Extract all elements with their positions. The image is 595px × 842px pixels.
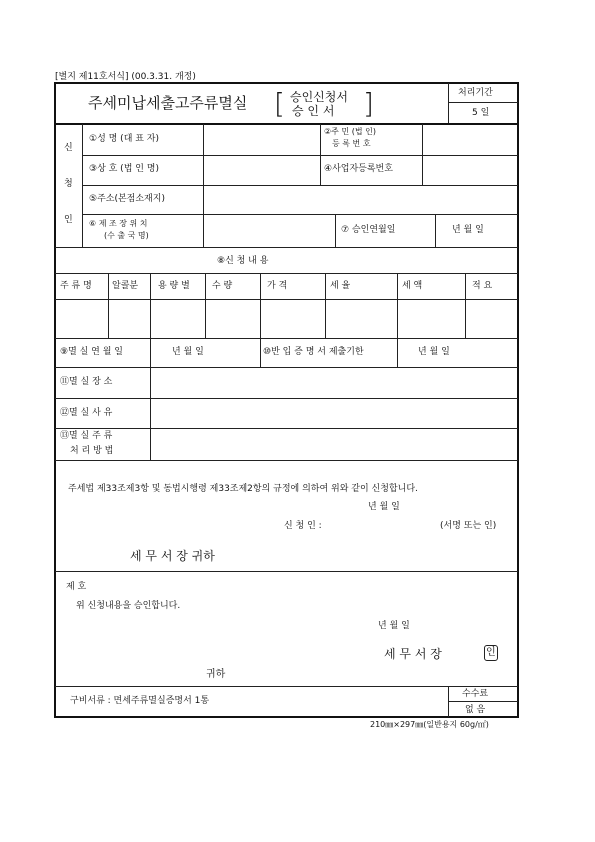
fee-label: 수수료	[462, 689, 489, 699]
loss-reason-label: ⑫멸 실 사 유	[60, 408, 113, 418]
processing-period-label: 처리기간	[458, 88, 493, 98]
table-header-price: 가 격	[267, 281, 288, 291]
table-cell-alcohol[interactable]	[109, 300, 149, 337]
approval-date: 년 월 일	[378, 621, 410, 631]
rrn-label-line1: ②주 민 (법 인)	[324, 127, 376, 136]
fee-value: 없 음	[465, 705, 486, 715]
official-seal-text: 인	[486, 647, 496, 658]
approval-text: 위 신청내용을 승인합니다.	[76, 601, 181, 611]
table-cell-liquor-name[interactable]	[56, 300, 107, 337]
disposal-method-label-line1: ⑬멸 실 주 류	[60, 431, 113, 441]
rrn-field[interactable]	[424, 126, 516, 153]
paper-spec: 210㎜×297㎜(일반용지 60g/㎡)	[370, 720, 489, 729]
table-cell-tax-amount[interactable]	[398, 300, 464, 337]
disposal-method-field[interactable]	[152, 430, 516, 458]
request-section-title: ⑧신 청 내 용	[217, 256, 269, 266]
loss-reason-field[interactable]	[152, 400, 516, 426]
table-cell-price[interactable]	[261, 300, 324, 337]
approval-tax-office: 세 무 서 장	[384, 647, 442, 661]
form-number-note: [별지 제11호서식] (00.3.31. 개정)	[55, 72, 196, 82]
table-header-liquor-name: 주 류 명	[60, 281, 92, 291]
applicant-side-label-1: 신	[64, 143, 73, 153]
approval-date-value: 년 월 일	[452, 225, 484, 235]
title-option-approval: 승 인 서	[292, 104, 335, 118]
table-cell-remarks[interactable]	[466, 300, 517, 337]
loss-date-value: 년 월 일	[172, 347, 204, 357]
title-bracket-close: ]	[363, 87, 374, 120]
applicant-sign-label: 신 청 인 :	[284, 521, 322, 531]
table-header-remarks: 적 요	[472, 281, 493, 291]
applicant-sign-note: (서명 또는 인)	[440, 521, 497, 531]
factory-location-field[interactable]	[205, 216, 333, 245]
table-cell-quantity[interactable]	[206, 300, 259, 337]
table-header-quantity: 수 량	[212, 281, 233, 291]
factory-location-label-line1: ⑥ 제 조 장 위 치	[89, 219, 148, 228]
approval-number-label: 제 호	[66, 582, 87, 592]
to-tax-office: 세 무 서 장 귀하	[130, 549, 215, 563]
legal-statement: 주세법 제33조제3항 및 동법시행령 제33조제2항의 규정에 의하여 위와 같이 신청합니다.	[68, 484, 418, 494]
official-seal-box	[484, 645, 498, 661]
approval-date-label: ⑦ 승인연월일	[341, 225, 396, 235]
name-label: ①성 명 (대 표 자)	[89, 134, 160, 144]
deadline-label: ⑩반 입 증 명 서 제출기한	[263, 347, 364, 357]
table-header-volume: 용 량 별	[158, 281, 190, 291]
applicant-sign-field[interactable]	[340, 518, 430, 532]
disposal-method-label-line2: 처 리 방 법	[70, 446, 114, 456]
title-bracket-open: [	[274, 87, 285, 120]
bizno-field[interactable]	[424, 157, 516, 183]
bizno-label: ④사업자등록번호	[324, 164, 393, 174]
table-header-tax-amount: 세 액	[402, 281, 423, 291]
table-header-tax-rate: 세 율	[330, 281, 351, 291]
table-header-alcohol: 알콜분	[112, 281, 139, 291]
rrn-label-line2: 등 록 번 호	[332, 139, 371, 148]
title-option-application: 승인신청서	[290, 90, 348, 104]
name-field[interactable]	[205, 126, 318, 153]
company-field[interactable]	[205, 157, 318, 183]
form-title: 주세미납세출고주류멸실	[88, 94, 248, 112]
statement-date: 년 월 일	[368, 502, 400, 512]
address-field[interactable]	[205, 187, 516, 212]
address-label: ⑤주소(본점소재지)	[89, 194, 165, 204]
loss-place-field[interactable]	[152, 369, 516, 396]
table-cell-tax-rate[interactable]	[326, 300, 396, 337]
loss-date-label: ⑨멸 실 연 월 일	[60, 347, 123, 357]
loss-place-label: ⑪멸 실 장 소	[60, 377, 113, 387]
company-label: ③상 호 (법 인 명)	[89, 164, 160, 174]
required-documents: 구비서류 : 면세주류멸실증명서 1통	[70, 696, 210, 706]
applicant-side-label-3: 인	[64, 215, 73, 225]
deadline-value: 년 월 일	[418, 347, 450, 357]
factory-location-label-line2: (수 출 국 명)	[104, 231, 149, 240]
processing-period-value: 5 일	[472, 108, 490, 118]
applicant-side-label-2: 청	[64, 179, 73, 189]
table-cell-volume[interactable]	[151, 300, 204, 337]
approval-to: 귀하	[206, 669, 226, 680]
